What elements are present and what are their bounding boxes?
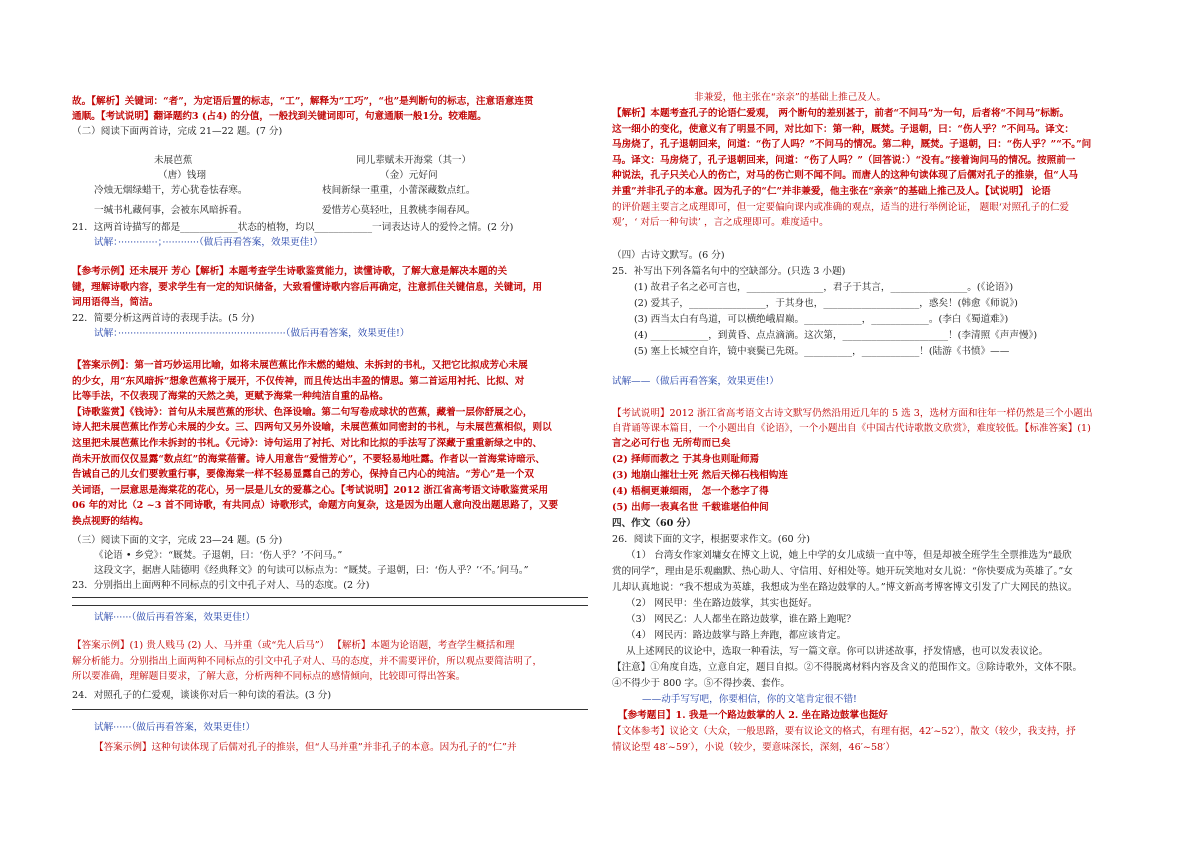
try-answer-23: 试解······（做后再看答案，效果更佳!） — [94, 612, 256, 623]
try-answer-25: 试解——（做后再看答案，效果更佳!） — [612, 376, 779, 387]
essay-line: ④不得少于 800 字。⑤不得抄袭、套作。 — [612, 678, 790, 689]
essay-line: （3） 网民乙：人人都坐在路边鼓掌，谁在路上跑呢？ — [626, 614, 856, 625]
poem2-line: 爱惜芳心莫轻吐，且教桃李闹春风。 — [322, 205, 476, 216]
section-title: 四、作文（60 分） — [612, 518, 696, 529]
answer-line: 的少女，用“东风暗拆”想象芭蕉将于展开，不仅传神，而且传达出丰盈的情思。第二首运用衬托、比拟、对 — [72, 375, 525, 387]
poem2-title: 同儿辈赋未开海棠（其一） — [356, 155, 472, 166]
essay-line: 【注意】①角度自选，立意自定，题目自拟。②不得脱离材料内容及含义的范围作文。③除诗歌外，文体不限。 — [612, 662, 1083, 673]
answer-rule — [72, 605, 588, 606]
answer-line: 这里把未展芭蕉比作未拆封的书札。《元诗》：诗句运用了衬托、对比和比拟的手法写了深藏于重重新绿之中的、 — [72, 437, 543, 449]
answer-24: 【答案示例】这种句读体现了后儒对孔子的推崇，但“人马并重”并非孔子的本意。因为孔子的“仁”并 — [94, 742, 517, 753]
answer-line: (5) 出师一表真名世 千载谁堪伯仲间 — [612, 502, 769, 513]
question-25: 25．补写出下列各篇名句中的空缺部分。(只选 3 小题) — [612, 266, 846, 277]
poem1-title: 未展芭蕉 — [154, 155, 193, 166]
passage-line: 这段文字，据唐人陆德明《经典释文》的句读可以标点为：“厩焚。子退朝，曰：‘伤人乎？’‘不。’问马。” — [94, 565, 529, 576]
answer-line: 的评价题主要言之成理即可，但一定要偏向课内或准确的观点，适当的进行举例论证， 题眼‘对照孔子的仁爱 — [612, 201, 1070, 213]
essay-line: 儿却认真地说：“我不想成为英雄，我想成为坐在路边鼓掌的人。”博文新高考博客博文引发了广大网民的热议。 — [612, 582, 1078, 593]
answer-line: 【答案示例】：第一首巧妙运用比喻，如将未展芭蕉比作未燃的蜡烛、未拆封的书札，又把它比拟成芳心未展 — [72, 360, 528, 371]
fill-line: (3) 西当太白有鸟道，可以横绝峨眉巅。____________，____________。(李白《蜀道难》) — [634, 314, 1009, 325]
answer-line: (3) 地崩山摧壮士死 然后天梯石栈相钩连 — [612, 470, 788, 481]
answer-line: 通顺。【考试说明】翻译题约3 (占4) 的分值，一般找到关键词即可，句意通顺一般1分。较难题。 — [72, 111, 487, 122]
answer-line: 【答案示例】(1) 贵人贱马 (2) 人、马并重（或“先人后马”） 【解析】本题为论语题，考查学生概括和理 — [72, 640, 515, 651]
answer-line: 关词语，一层意思是海棠花的花心，另一层是儿女的爱慕之心。【考试说明】2012 浙江省高考语文诗歌鉴赏采用 — [72, 484, 549, 496]
poem1-author: （唐）钱珝 — [158, 170, 206, 181]
fill-line: (4) ____________，到黄昏、点点滴滴。这次第，______________________！(李清照《声声慢》) — [634, 330, 1038, 341]
answer-line: (4) 梧桐更兼细雨， 怎一个愁字了得 — [612, 486, 769, 497]
question-21: 21．这两首诗描写的都是____________状态的植物，均以____________一词表达诗人的爱怜之情。(2 分) — [72, 222, 514, 233]
answer-line: 【参考示例】还未展开 芳心【解析】本题考查学生诗歌鉴赏能力，读懂诗歌，了解大意是解决本题的关 — [72, 266, 508, 277]
answer-line: 故。【解析】关键词：“者”，为定语后置的标志，“工”，解释为“工巧”，“也”是判断句的标志，注意语意连贯 — [72, 96, 534, 107]
answer-line: 键，理解诗歌内容，要求学生有一定的知识储备，大致看懂诗歌内容后再确定，注意抓住关键信息，关键词，用 — [72, 281, 543, 293]
answer-line: 观’，‘ 对后一种句读’ ，言之成理即可。难度适中。 — [612, 217, 829, 229]
poem2-author: （金）元好问 — [380, 170, 438, 181]
answer-line: 这一细小的变化，使意义有了明显不同，对比如下：第一种，厩焚。子退朝，曰：“伤人乎？”不问马。译文： — [612, 123, 1074, 135]
answer-continuation: 非兼爱，他主张在“亲亲”的基础上推己及人。 — [694, 92, 887, 103]
fill-line: (2) 爱其子，________________，于其身也，____________________，惑矣！(韩愈《师说》) — [634, 298, 1018, 309]
fill-line: (5) 塞上长城空自许，镜中衰鬓已先斑。__________，____________！(陆游《书愤》—— — [634, 346, 1010, 357]
answer-24-analysis — [612, 108, 1128, 233]
question-26: 26．阅读下面的文字，根据要求作文。(60 分) — [612, 534, 811, 545]
answer-line: 【诗歌鉴赏】《钱诗》：首句从未展芭蕉的形状、色泽设喻。第二句写卷成球状的芭蕉，藏着一层你舒展之心， — [72, 406, 533, 418]
answer-rule — [72, 709, 588, 710]
answer-line: 告诫自己的儿女们要敦重行事，要像海棠一样不轻易显露自己的芳心，保持自己内心的纯洁。“芳心”是一个双 — [72, 469, 534, 481]
essay-line: 从上述网民的议论中，选取一种看法，写一篇文章。你可以讲述故事，抒发情感，也可以发表议论。 — [626, 646, 1049, 657]
try-answer-22: 试解：·······················································（做后再看答案，效果更佳!） — [94, 328, 410, 339]
answer-line: 种说法，孔子只关心人的伤亡，对马的伤亡则不闻不问。而唐人的这种句读体现了后儒对孔子的推崇，但“人马 — [612, 170, 1079, 182]
answer-22 — [72, 360, 588, 532]
answer-line: 马房烧了，孔子退朝回来，问道：“伤了人吗？”不问马的情况。第二种，厩焚。子退朝，曰：“伤人乎？”“不。”问 — [612, 139, 1092, 151]
essay-line: （2） 网民甲：坐在路边鼓掌，其实也挺好。 — [626, 598, 818, 609]
answer-line: 换点视野的结构。 — [72, 515, 149, 527]
poem2-line: 枝间新绿一重重，小蕾深藏数点红。 — [322, 185, 476, 196]
reference-body: 情议论型 48′~59′），小说（较少，要意味深长，深刻，46′~58′） — [612, 742, 895, 753]
answer-line: 解分析能力。分别指出上面两种不同标点的引文中孔子对人、马的态度，并不需要评价，所以观点要简洁明了， — [72, 655, 543, 667]
essay-encourage: ——动手写写吧，你要相信，你的文笔肯定很不错! — [642, 694, 857, 705]
reference-titles: 【参考题目】1. 我是一个路边鼓掌的人 2. 坐在路边鼓掌也挺好 — [618, 710, 888, 721]
reference-body: 【文体参考】议论文（大众，一般思路，要有议论文的格式，有理有据，42′~52′），散文（较少，我支持，抒 — [612, 726, 1076, 737]
passage-line: 《论语 • 乡党》：“厩焚。子退朝，曰：‘伤人乎？’不问马。” — [94, 550, 343, 561]
question-22: 22．简要分析这两首诗的表现手法。(5 分) — [72, 313, 255, 324]
section-title: （三）阅读下面的文字，完成 23—24 题。(5 分) — [72, 535, 283, 546]
poem1-line: 一缄书札藏何事，会被东风暗拆看。 — [94, 205, 248, 216]
answer-line: 【考试说明】2012 浙江省高考语文古诗文默写仍然沿用近几年的 5 选 3，选材方面和往年一样仍然是三个小题出 — [612, 408, 1093, 419]
answer-line: 并重”并非孔子的本意。因为孔子的“仁”并非兼爱，他主张在“亲亲”的基础上推己及人。【试说明】 论语 — [612, 185, 1051, 197]
question-23: 23．分别指出上面两种不同标点的引文中孔子对人、马的态度。(2 分) — [72, 580, 370, 591]
answer-line: 比等手法，不仅表现了海棠的天然之美，更赋予海棠一种纯洁自重的品格。 — [72, 391, 389, 403]
section-title: （四）古诗文默写。(6 分) — [612, 250, 725, 261]
answer-line: 尚未开放而仅仅显露“数点红”的海棠蓓蕾。诗人用意告“爱惜芳心”，不要轻易地吐露。作者以一首海棠诗暗示、 — [72, 453, 545, 465]
answer-line: (2) 择师而教之 于其身也则耻师焉 — [612, 454, 760, 465]
try-answer-24: 试解······（做后再看答案，效果更佳!） — [94, 722, 256, 733]
essay-line: （1） 台湾女作家刘墉女在博文上说，她上中学的女儿成绩一直中等，但是却被全班学生全票推选为“最欣 — [626, 550, 1072, 561]
answer-line: 诗人把未展芭蕉比作芳心未展的少女。三、四两句又另外设喻，未展芭蕉如同密封的书札，与未展芭蕉相似，则以 — [72, 422, 552, 434]
question-24: 24．对照孔子的仁爱观，谈谈你对后一种句读的看法。(3 分) — [72, 690, 332, 701]
essay-line: （4） 网民丙：路边鼓掌与路上奔跑，都应该肯定。 — [626, 630, 847, 641]
answer-line: 言之必可行也 无所苟而已矣 — [612, 438, 731, 449]
try-answer-21: 试解：·············；············（做后再看答案，效果更佳!） — [94, 237, 323, 248]
answer-23 — [72, 640, 588, 687]
answer-21 — [72, 266, 588, 313]
essay-line: 赏的同学”，理由是乐观幽默、热心助人、守信用、好相处等。她开玩笑地对女儿说：“你快要成为英雄了。”女 — [612, 566, 1073, 577]
section-title: （二）阅读下面两首诗，完成 21—22 题。(7 分) — [72, 126, 283, 137]
answer-line: 所以要准确，理解题目要求，了解大意，分析两种不同标点的感情倾向，比较即可得出答案。 — [72, 671, 466, 683]
answer-line: 自背诵等课本篇目，一个小题出自《论语》，一个小题出自《中国古代诗歌散文欣赏》，难度较低。【标准答案】(1) — [612, 423, 1091, 434]
fill-line: (1) 故君子名之必可言也，________________，君子于其言，________________。(《论语》) — [634, 282, 1014, 293]
answer-line: 词用语得当，简洁。 — [72, 297, 159, 309]
poem1-line: 冷烛无烟绿蜡干，芳心犹卷怯春寒。 — [94, 185, 248, 196]
answer-rule — [72, 597, 588, 598]
answer-line: 【解析】本题考查孔子的论语仁爱观， 两个断句的差别甚于，前者“不问马”为一句，后者将“不问马”标断。 — [612, 108, 1070, 119]
answer-line: 马。译文：马房烧了，孔子退朝回来，问道：“伤了人吗？”（回答说：）“没有。”接着询问马的情况。按照前一 — [612, 154, 1076, 166]
answer-line: 06 年的对比（2 ~3 首不同诗歌，有共同点）诗歌形式，命题方向复杂，这是因为出题人意向没出题思路了，又要 — [72, 500, 559, 512]
